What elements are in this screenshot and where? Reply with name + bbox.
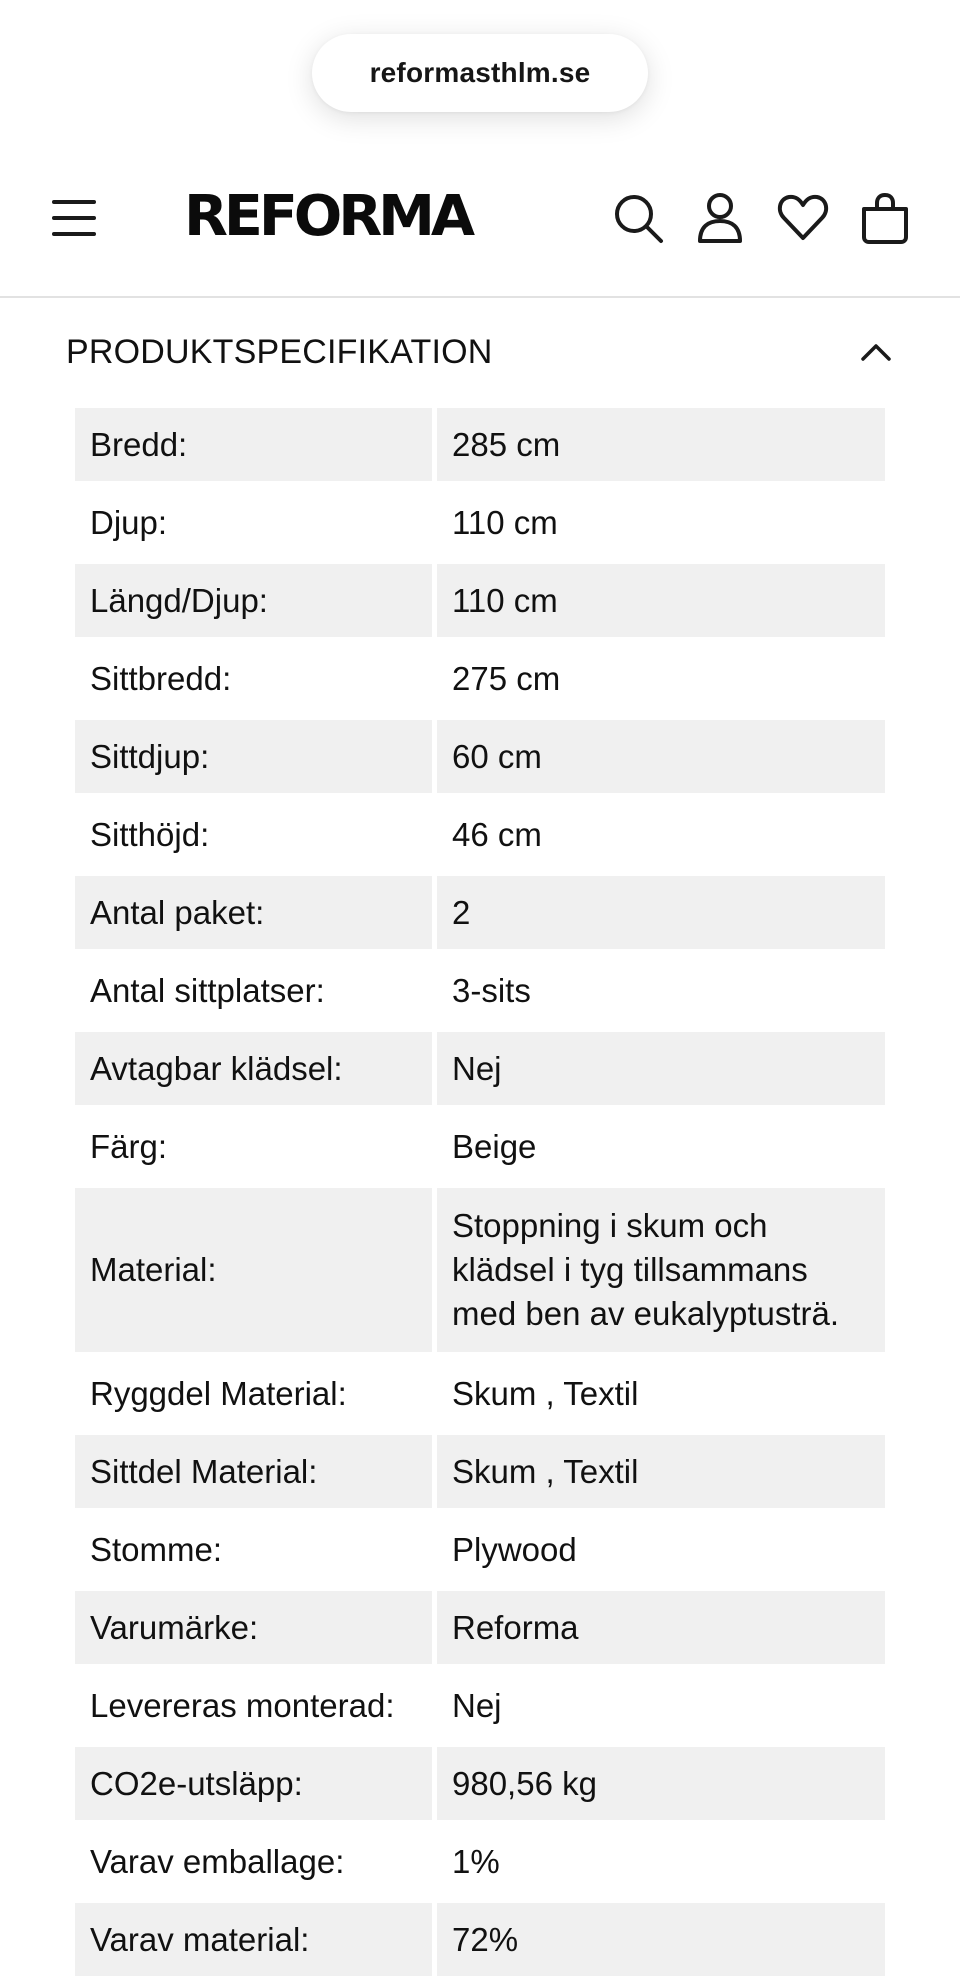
site-header <box>0 160 960 298</box>
table-row <box>75 1591 885 1664</box>
spec-label: Varav emballage: <box>75 1825 432 1898</box>
table-row <box>75 564 885 637</box>
spec-value: 2 <box>437 876 885 949</box>
menu-icon[interactable] <box>52 198 96 238</box>
spec-value: Skum , Textil <box>437 1435 885 1508</box>
table-row <box>75 1825 885 1898</box>
spec-value: 275 cm <box>437 642 885 715</box>
table-row <box>75 642 885 715</box>
spec-value: 46 cm <box>437 798 885 871</box>
heart-icon[interactable] <box>775 190 831 246</box>
chevron-up-icon <box>858 334 894 370</box>
spec-table <box>75 408 885 1981</box>
spec-label: Sittdjup: <box>75 720 432 793</box>
table-row <box>75 1747 885 1820</box>
spec-value: Nej <box>437 1669 885 1742</box>
spec-label: Antal paket: <box>75 876 432 949</box>
table-row <box>75 1513 885 1586</box>
spec-label: Material: <box>75 1188 432 1352</box>
spec-value: Nej <box>437 1032 885 1105</box>
spec-value: Beige <box>437 1110 885 1183</box>
table-row <box>75 720 885 793</box>
url-text: reformasthlm.se <box>369 57 591 88</box>
spec-section-title: PRODUKTSPECIFIKATION <box>66 332 493 371</box>
spec-label: Sittdel Material: <box>75 1435 432 1508</box>
table-row <box>75 798 885 871</box>
brand-logo[interactable]: REFORMA <box>184 184 472 249</box>
spec-label: Färg: <box>75 1110 432 1183</box>
spec-label: Levereras monterad: <box>75 1669 432 1742</box>
spec-value: 3-sits <box>437 954 885 1027</box>
table-row <box>75 1903 885 1976</box>
spec-label: Ryggdel Material: <box>75 1357 432 1430</box>
spec-value: 110 cm <box>437 486 885 559</box>
table-row <box>75 1357 885 1430</box>
spec-value: 72% <box>437 1903 885 1976</box>
browser-url-bar[interactable] <box>312 34 648 112</box>
spec-value: Plywood <box>437 1513 885 1586</box>
table-row <box>75 486 885 559</box>
spec-label: Djup: <box>75 486 432 559</box>
table-row <box>75 954 885 1027</box>
table-row <box>75 876 885 949</box>
table-row <box>75 1110 885 1183</box>
spec-value: 60 cm <box>437 720 885 793</box>
table-row <box>75 1032 885 1105</box>
spec-label: Stomme: <box>75 1513 432 1586</box>
spec-value: 110 cm <box>437 564 885 637</box>
spec-value: Skum , Textil <box>437 1357 885 1430</box>
spec-value: Reforma <box>437 1591 885 1664</box>
spec-label: Varumärke: <box>75 1591 432 1664</box>
spec-label: Längd/Djup: <box>75 564 432 637</box>
account-icon[interactable] <box>692 190 748 246</box>
table-row <box>75 408 885 481</box>
spec-label: Bredd: <box>75 408 432 481</box>
table-row <box>75 1669 885 1742</box>
spec-label: Avtagbar klädsel: <box>75 1032 432 1105</box>
spec-label: Sittbredd: <box>75 642 432 715</box>
cart-icon[interactable] <box>857 190 913 246</box>
search-icon[interactable] <box>610 190 666 246</box>
table-row <box>75 1188 885 1352</box>
header-divider <box>0 296 960 298</box>
spec-label: Sitthöjd: <box>75 798 432 871</box>
spec-value: Stoppning i skum och klädsel i tyg tillsammans med ben av eukalyptusträ. <box>437 1188 885 1352</box>
table-row <box>75 1435 885 1508</box>
spec-label: Varav material: <box>75 1903 432 1976</box>
spec-label: Antal sittplatser: <box>75 954 432 1027</box>
spec-label: CO2e-utsläpp: <box>75 1747 432 1820</box>
spec-value: 980,56 kg <box>437 1747 885 1820</box>
spec-value: 1% <box>437 1825 885 1898</box>
spec-value: 285 cm <box>437 408 885 481</box>
spec-accordion-toggle[interactable] <box>0 320 960 384</box>
